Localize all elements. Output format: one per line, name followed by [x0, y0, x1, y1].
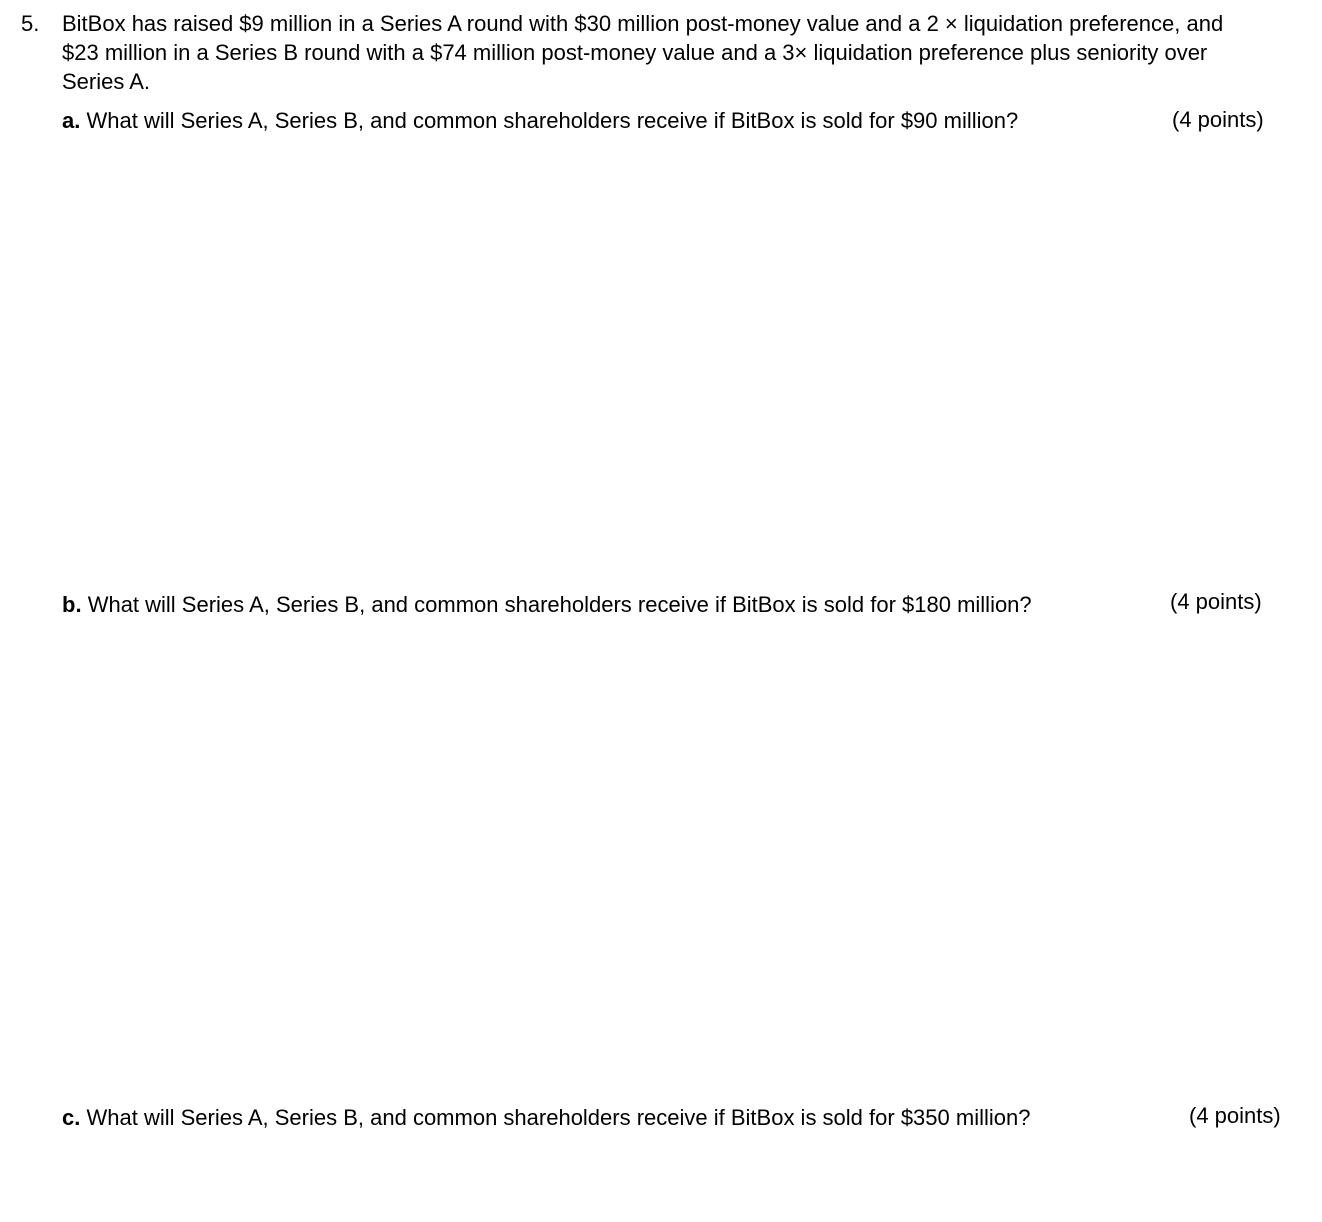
part-b-points: (4 points) — [1170, 589, 1262, 614]
part-c-text: What will Series A, Series B, and common shareholders receive if BitBox is sold for $350 million? — [86, 1105, 1031, 1130]
question-stem — [62, 9, 1300, 96]
stem-line: BitBox has raised $9 million in a Series A round with $30 million post-money value and a 2 × liquidation preference, and — [62, 11, 1224, 36]
part-c — [62, 1103, 1030, 1132]
part-c-letter: c. — [62, 1105, 81, 1130]
part-a-text: What will Series A, Series B, and common shareholders receive if BitBox is sold for $90 million? — [86, 108, 1019, 133]
part-b-letter: b. — [62, 592, 82, 617]
question-number: 5. — [21, 11, 40, 36]
part-a-points: (4 points) — [1172, 107, 1264, 132]
stem-line: $23 million in a Series B round with a $74 million post-money value and a 3× liquidation preference plus seniority over — [62, 40, 1208, 65]
part-c-points: (4 points) — [1189, 1103, 1281, 1128]
part-a — [62, 106, 1018, 135]
part-b — [62, 590, 1032, 619]
part-b-text: What will Series A, Series B, and common shareholders receive if BitBox is sold for $180 million? — [87, 592, 1032, 617]
stem-line: Series A. — [62, 69, 151, 94]
part-a-letter: a. — [62, 108, 81, 133]
